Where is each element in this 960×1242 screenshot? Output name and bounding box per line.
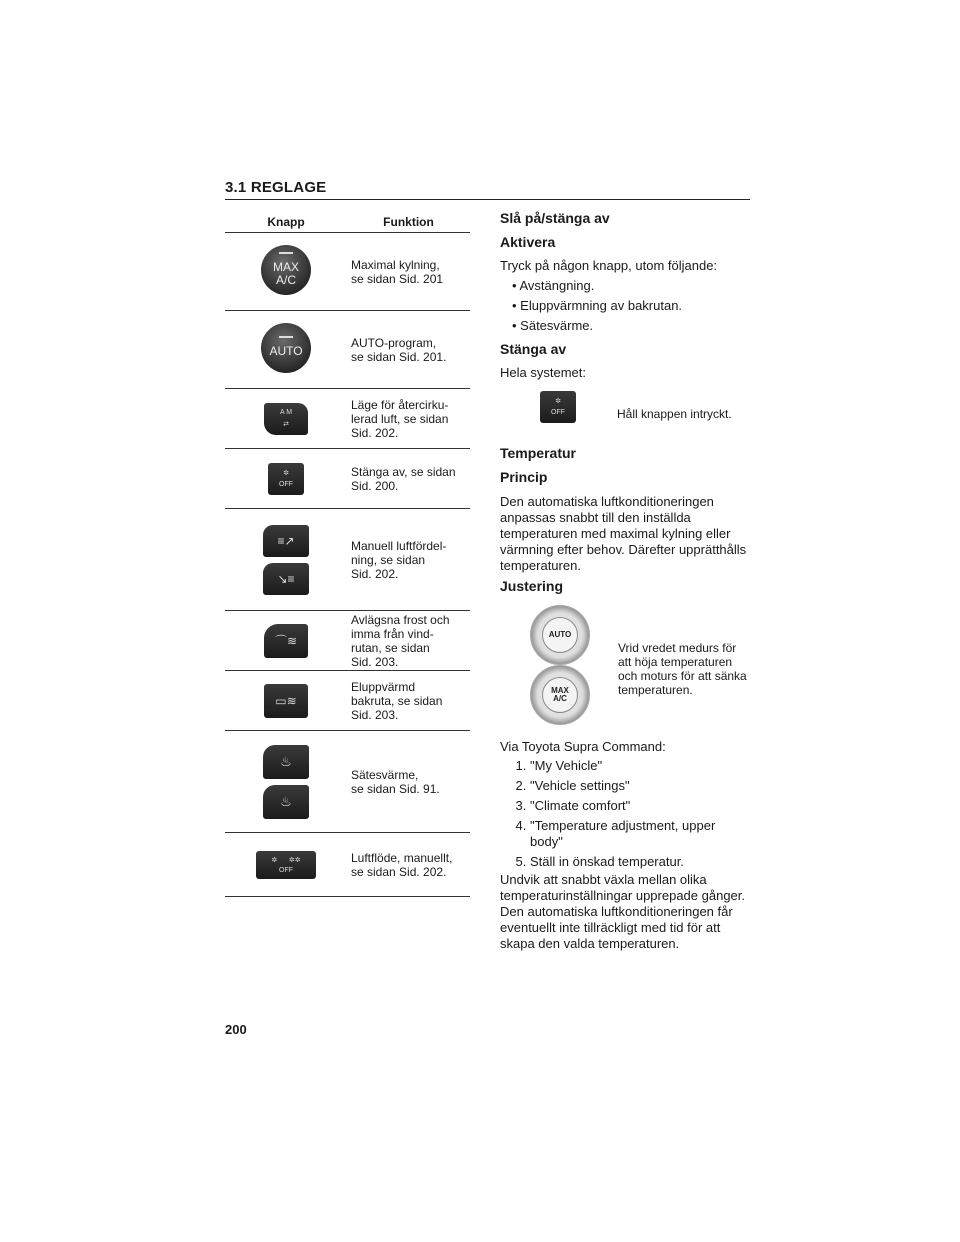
list-item: 3. "Climate comfort"	[530, 798, 750, 814]
table-row	[225, 731, 470, 833]
table-row	[225, 611, 470, 671]
heading-turn-off: Stänga av	[500, 341, 567, 357]
column-header-button: Knapp	[225, 213, 347, 233]
heading-adjustment: Justering	[500, 578, 564, 594]
seat-heat-right-button-icon: ♨	[263, 785, 309, 819]
table-row	[225, 509, 470, 611]
fan-off-button-icon: ✲ OFF	[268, 463, 304, 495]
principle-text: Den automatiska luftkonditioneringen anpassas snabbt till den inställda temperaturen med maximal kylning eller värmning efter behov. Därefter upprätthålls temperaturen.	[500, 494, 747, 573]
seat-heat-left-button-icon: ♨	[263, 745, 309, 779]
max-ac-button-icon: MAX A/C	[261, 245, 311, 295]
rear-window-heat-button-icon: ▭≋	[264, 684, 308, 718]
windshield-defrost-button-icon: ⌒≋	[264, 624, 308, 658]
controls-table	[225, 213, 470, 897]
function-text: Avlägsna frost och imma från vind- rutan, se sidan Sid. 203.	[347, 611, 470, 671]
fan-off-button-icon: ✲ OFF	[540, 391, 576, 423]
dial-caption: Vrid vredet medurs för att höja temperaturen och moturs för att sänka temperaturen.	[618, 641, 747, 697]
heading-on-off: Slå på/stänga av	[500, 210, 610, 226]
list-item: 2. "Vehicle settings"	[530, 778, 750, 794]
max-ac-dial-icon: MAX A/C	[530, 665, 590, 725]
list-item: • Eluppvärmning av bakrutan.	[512, 298, 750, 314]
auto-button-icon: AUTO	[261, 323, 311, 373]
vent-floor-button-icon: ↘≡	[263, 563, 309, 595]
function-text: Luftflöde, manuellt, se sidan Sid. 202.	[347, 833, 470, 897]
heading-principle: Princip	[500, 469, 548, 485]
table-row	[225, 311, 470, 389]
function-text: Maximal kylning, se sidan Sid. 201	[347, 233, 470, 311]
list-item: 5. Ställ in önskad temperatur.	[530, 854, 750, 870]
list-item: • Avstängning.	[512, 278, 750, 294]
function-text: Läge för återcirku- lerad luft, se sidan Sid. 202.	[347, 389, 470, 449]
avoid-text: Undvik att snabbt växla mellan olika temperaturinställningar upprepade gånger. Den automatiska luftkonditioneringen får eventuellt inte tillräckligt med tid för att skapa den valda temperaturen.	[500, 872, 746, 951]
heading-rule	[225, 199, 750, 200]
function-text: Stänga av, se sidan Sid. 200.	[347, 449, 470, 509]
heading-activate: Aktivera	[500, 234, 556, 250]
hold-caption: Håll knappen intryckt.	[617, 407, 732, 421]
table-row	[225, 389, 470, 449]
table-row	[225, 833, 470, 897]
page-number: 200	[225, 1022, 247, 1037]
list-item: 4. "Temperature adjustment, upper body"	[530, 818, 725, 850]
function-text: Sätesvärme, se sidan Sid. 91.	[347, 731, 470, 833]
section-heading: 3.1 REGLAGE	[225, 179, 327, 196]
column-header-function: Funktion	[347, 213, 470, 233]
airflow-manual-button-icon: ✲ ✲✲ OFF	[256, 851, 316, 879]
vent-upper-button-icon: ≡↗	[263, 525, 309, 557]
table-row	[225, 671, 470, 731]
table-row	[225, 449, 470, 509]
command-text: Via Toyota Supra Command:	[500, 739, 666, 754]
steps-list	[500, 758, 750, 870]
list-item: • Sätesvärme.	[512, 318, 750, 334]
auto-dial-icon: AUTO	[530, 605, 590, 665]
table-row	[225, 233, 470, 311]
function-text: Eluppvärmd bakruta, se sidan Sid. 203.	[347, 671, 470, 731]
function-text: AUTO-program, se sidan Sid. 201.	[347, 311, 470, 389]
heading-temperature: Temperatur	[500, 445, 576, 461]
recirculation-button-icon: A M ⇄	[264, 403, 308, 435]
activate-text: Tryck på någon knapp, utom följande:	[500, 258, 718, 273]
whole-system-text: Hela systemet:	[500, 365, 586, 380]
function-text: Manuell luftfördel- ning, se sidan Sid. 202.	[347, 509, 470, 611]
exception-list	[500, 278, 750, 334]
list-item: 1. "My Vehicle"	[530, 758, 750, 774]
